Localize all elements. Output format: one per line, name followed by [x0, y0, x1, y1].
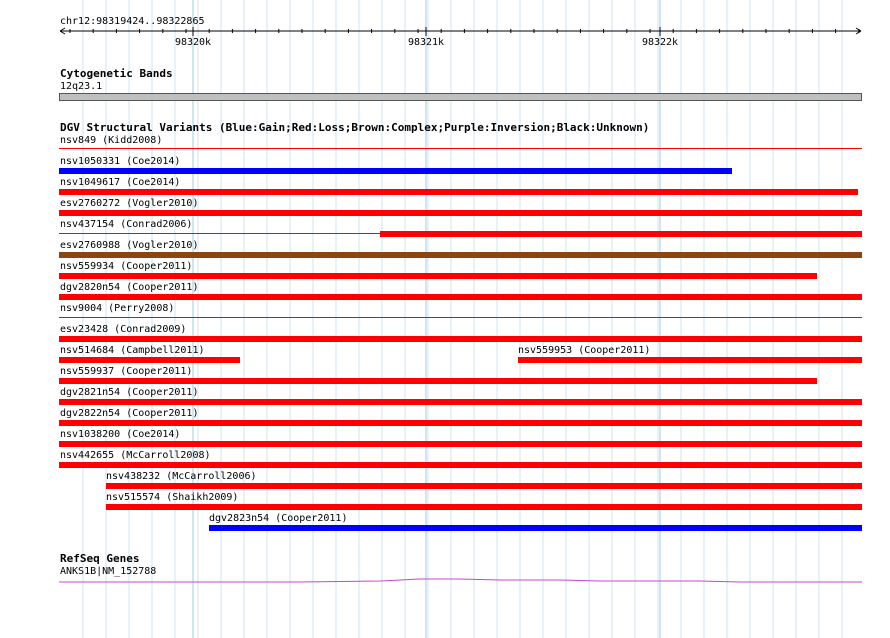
cytoband-bar[interactable]: [59, 93, 862, 101]
variant-label[interactable]: esv23428 (Conrad2009): [60, 324, 187, 335]
variant-label[interactable]: nsv559934 (Cooper2011): [60, 261, 193, 272]
variant-bar[interactable]: [59, 399, 862, 405]
variant-label[interactable]: nsv515574 (Shaikh2009): [106, 492, 239, 503]
variant-label[interactable]: nsv559953 (Cooper2011): [518, 345, 651, 356]
variant-label[interactable]: esv2760988 (Vogler2010): [60, 240, 199, 251]
variant-label[interactable]: dgv2821n54 (Cooper2011): [60, 387, 199, 398]
variant-label[interactable]: dgv2822n54 (Cooper2011): [60, 408, 199, 419]
variant-label[interactable]: dgv2820n54 (Cooper2011): [60, 282, 199, 293]
variant-label[interactable]: nsv437154 (Conrad2006): [60, 219, 193, 230]
variant-bar[interactable]: [59, 317, 862, 318]
cytoband-track-title: Cytogenetic Bands: [60, 67, 173, 80]
variant-bar[interactable]: [518, 357, 862, 363]
variant-bar[interactable]: [59, 357, 240, 363]
variant-bar[interactable]: [59, 462, 862, 468]
variant-label[interactable]: nsv559937 (Cooper2011): [60, 366, 193, 377]
variant-bar[interactable]: [59, 378, 817, 384]
variant-label[interactable]: nsv1050331 (Coe2014): [60, 156, 181, 167]
position-label: chr12:98319424..98322865: [60, 16, 205, 27]
refseq-track-title: RefSeq Genes: [60, 552, 140, 565]
variant-bar[interactable]: [59, 294, 862, 300]
variant-label[interactable]: nsv438232 (McCarroll2006): [106, 471, 257, 482]
variant-bar[interactable]: [59, 210, 862, 216]
variant-bar[interactable]: [59, 168, 732, 174]
ruler-tick-label: 98322k: [641, 37, 679, 48]
variant-label[interactable]: dgv2823n54 (Cooper2011): [209, 513, 348, 524]
variant-bar[interactable]: [106, 504, 862, 510]
variant-bar[interactable]: [106, 483, 862, 489]
variant-bar[interactable]: [59, 336, 862, 342]
variant-label[interactable]: esv2760272 (Vogler2010): [60, 198, 199, 209]
variant-bar[interactable]: [59, 233, 380, 234]
cytoband-label: 12q23.1: [60, 81, 103, 92]
variant-label[interactable]: nsv1038200 (Coe2014): [60, 429, 181, 440]
gene-intron-line: [59, 579, 862, 582]
variant-label[interactable]: nsv514684 (Campbell2011): [60, 345, 205, 356]
variant-label[interactable]: nsv9004 (Perry2008): [60, 303, 175, 314]
ruler-tick-label: 98321k: [407, 37, 445, 48]
gene-model-line[interactable]: [0, 570, 890, 590]
variant-bar[interactable]: [209, 525, 862, 531]
variant-bar[interactable]: [380, 231, 862, 237]
variant-bar[interactable]: [59, 273, 817, 279]
variant-bar[interactable]: [59, 252, 862, 258]
variant-bar[interactable]: [59, 148, 862, 149]
gene-label[interactable]: ANKS1B|NM_152788: [60, 566, 157, 577]
variant-bar[interactable]: [59, 420, 862, 426]
ruler-tick-label: 98320k: [174, 37, 212, 48]
variant-label[interactable]: nsv849 (Kidd2008): [60, 135, 163, 146]
variant-bar[interactable]: [59, 189, 858, 195]
position-ruler[interactable]: [0, 0, 890, 60]
variant-bar[interactable]: [59, 441, 862, 447]
dgv-track-title: DGV Structural Variants (Blue:Gain;Red:Loss;Brown:Complex;Purple:Inversion;Black:Unknown): [60, 121, 650, 134]
variant-label[interactable]: nsv1049617 (Coe2014): [60, 177, 181, 188]
variant-label[interactable]: nsv442655 (McCarroll2008): [60, 450, 211, 461]
